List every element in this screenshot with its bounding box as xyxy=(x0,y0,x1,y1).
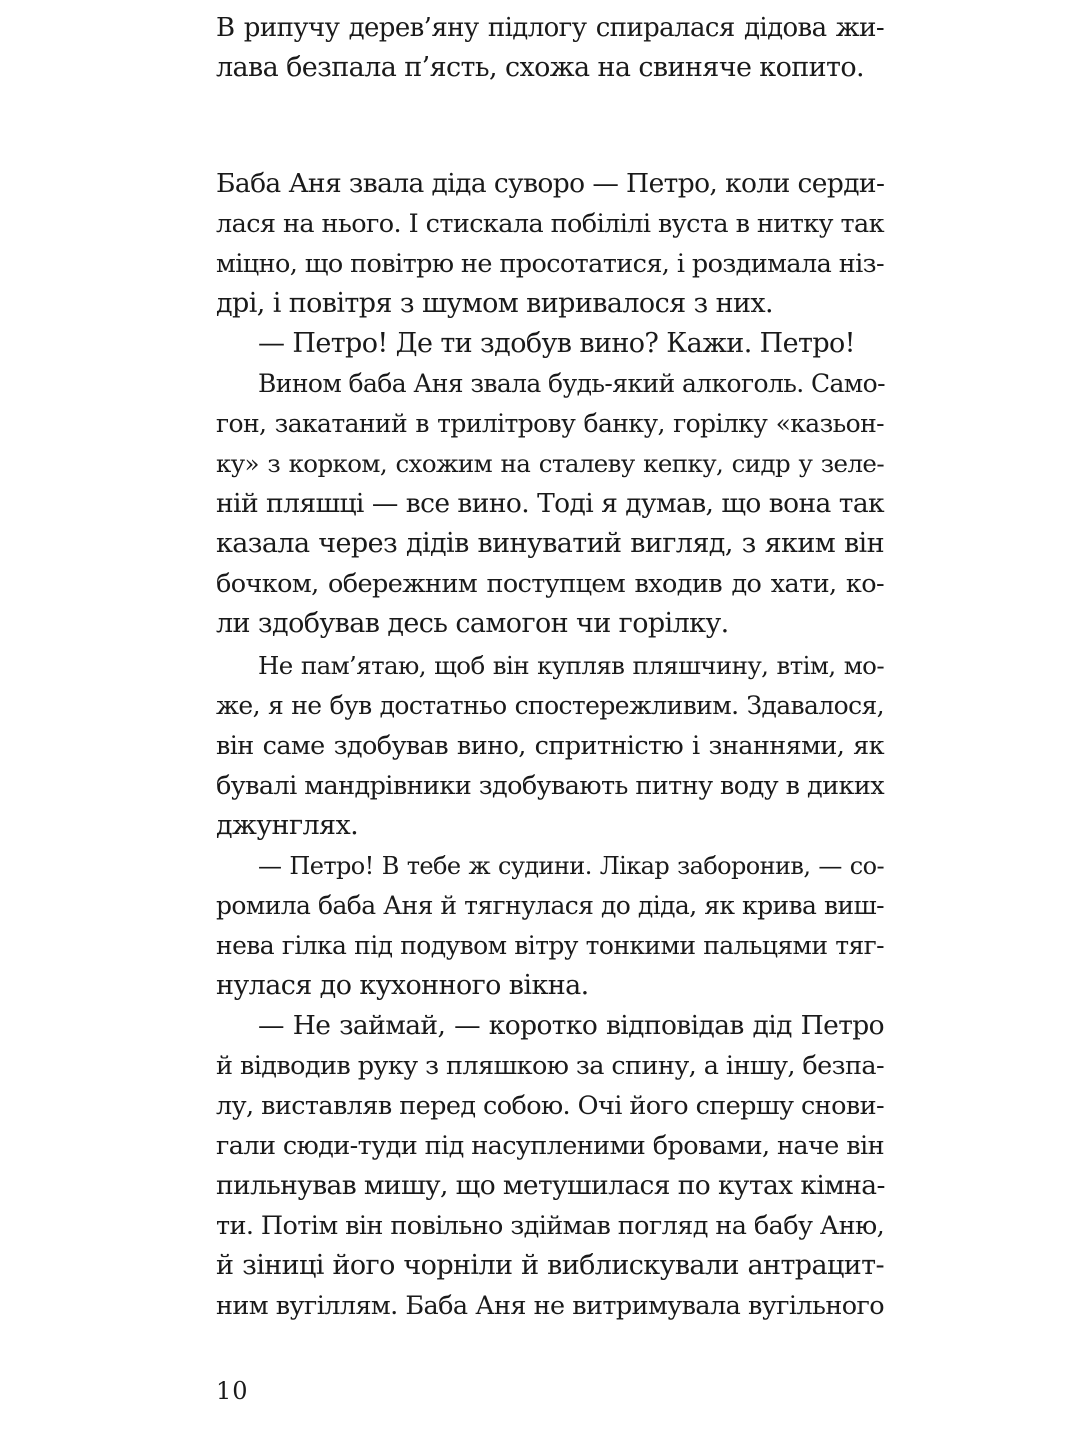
text-line: — Петро! Де ти здобув вино? Кажи. Петро! xyxy=(258,328,855,359)
text-line: казала через дідів винуватий вигляд, з яким він xyxy=(216,528,884,559)
text-line: він саме здобував вино, спритністю і знаннями, як xyxy=(216,731,884,761)
text-line: Не пам’ятаю, щоб він купляв пляшчину, втім, мо- xyxy=(258,651,884,680)
text-line: ти. Потім він повільно здіймав погляд на бабу Аню, xyxy=(216,1211,885,1241)
text-line: гали сюди-туди під насупленими бровами, наче він xyxy=(216,1131,884,1161)
text-line: ли здобував десь самогон чи горілку. xyxy=(216,608,729,639)
text-line: нева гілка під подувом вітру тонкими пальцями тяг- xyxy=(216,931,884,960)
text-line: — Петро! В тебе ж судини. Лікар заборонив, — со- xyxy=(258,852,884,880)
text-line: пильнував мишу, що метушилася по кутах кімна- xyxy=(216,1170,885,1201)
page-number: 10 xyxy=(216,1377,249,1405)
text-line: — Не займай, — коротко відповідав дід Петро xyxy=(258,1010,884,1041)
text-line: гон, закатаний в трилітрову банку, горілку «казьон- xyxy=(216,409,884,438)
text-line: нулася до кухонного вікна. xyxy=(216,970,589,1001)
text-line: джунглях. xyxy=(216,810,359,841)
text-line: Вином баба Аня звала будь-який алкоголь. Само- xyxy=(258,369,885,398)
text-line: же, я не був достатньо спостережливим. Здавалося, xyxy=(216,691,884,720)
text-line: лася на нього. І стискала побілілі вуста в нитку так xyxy=(216,209,884,239)
text-line: міцно, що повітрю не просотатися, і роздимала ніз- xyxy=(216,249,884,279)
text-line: лава безпала п’ясть, схожа на свиняче копито. xyxy=(216,52,865,83)
text-line: ній пляшці — все вино. Тоді я думав, що вона так xyxy=(216,488,884,519)
text-line: бувалі мандрівники здобувають питну воду в диких xyxy=(216,771,884,801)
text-line: лу, виставляв перед собою. Очі його спершу снови- xyxy=(216,1091,884,1121)
text-line: Баба Аня звала діда суворо — Петро, коли серди- xyxy=(216,168,885,199)
text-line: й зіниці його чорніли й виблискували антрацит- xyxy=(216,1250,884,1281)
text-line: ромила баба Аня й тягнулася до діда, як крива виш- xyxy=(216,891,884,920)
text-line: В рипучу дерев’яну підлогу спиралася дідова жи- xyxy=(216,13,884,43)
text-line: ним вугіллям. Баба Аня не витримувала вугільного xyxy=(216,1291,884,1321)
text-line: дрі, і повітря з шумом виривалося з них. xyxy=(216,288,774,319)
text-line: ку» з корком, схожим на сталеву кепку, сидр у зеле- xyxy=(216,449,884,478)
text-line: й відводив руку з пляшкою за спину, а іншу, безпа- xyxy=(216,1051,884,1081)
text-line: бочком, обережним поступцем входив до хати, ко- xyxy=(216,569,884,599)
